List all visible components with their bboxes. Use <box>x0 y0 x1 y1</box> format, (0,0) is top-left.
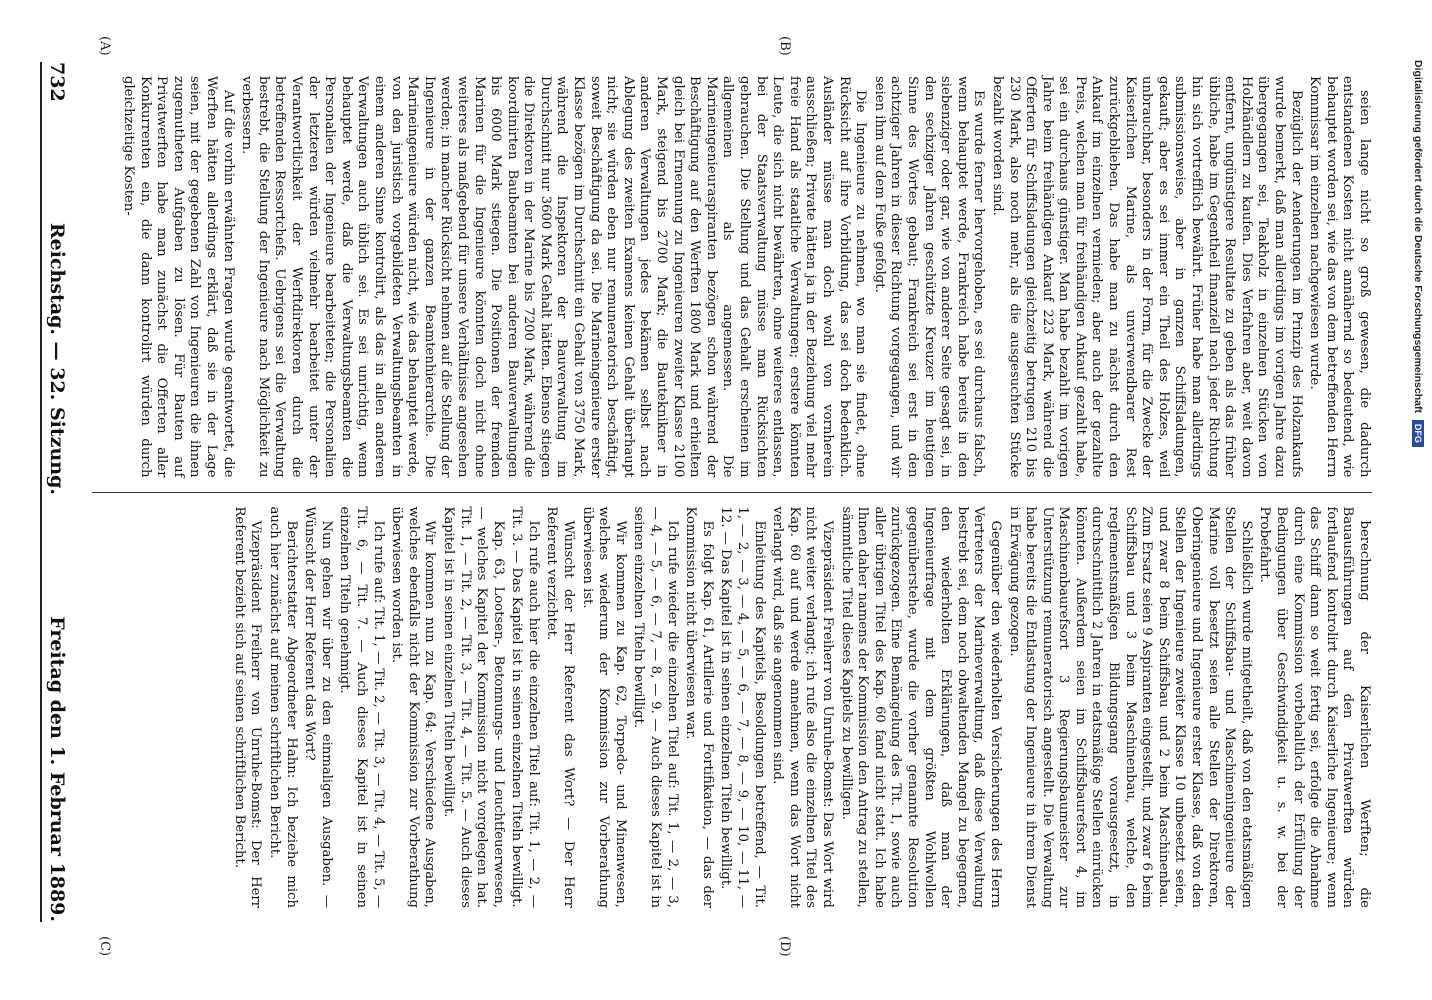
paragraph: Nun gehen wir über zu den einmaligen Ausgaben. — Wünscht der Herr Referent das Wort? <box>302 506 334 908</box>
paragraph: Die Ingenieure zu nehmen, wo man sie findet, ohne Rücksicht auf ihre Vorbildung, das sei doch bedenklich. Ausländer müsse man doch wohl von vornherein ausschließen; Private hätten ja in der Beziehung viel mehr freie Hand als staatliche Verwaltungen; erstere könnten Leute, die sich nicht bewährten, ohne weiteres entlassen, bei der Staatsverwaltung müsse man Rücksichten gebrauchen. Die Stellung und das Gehalt erscheinen im allgemeinen als angemessen. Die Marineingenieuraspiranten bezögen schon während der Beschäftigung auf den Werften 1800 Mark und erhielten gleich bei Ernennung zu Ingenieuren zweiter Klasse 2100 Mark, steigend bis 2700 Mark; die Bauteknikner in anderen Verwaltungen jedes bekämen selbst nach Ablegung des zweiten Examens keinen Gehalt überhaupt nicht; sie würden eben nur remuneratorisch beschäftigt, soweit Beschäftigung da sei. Die Marineingenieure erster Klasse bezögen im Durchschnitt ein Gehalt von 3750 Mark, während die Inspektoren der Bauverwaltung im Durchschnitt nur 3600 Mark Gehalt hätten. Ebenso stiegen die Direktoren in der Marine bis 7200 Mark, während die koordinirten Baubeamten bei anderen Bauverwaltungen bis 6000 Mark stiegen. Die Positionen der fremden Marinen für die Ingenieure könnten doch nicht ohne weiteres als maßgebend für unsere Verhältnisse angesehen werden; in mancher Rücksicht nehmen auf die Stellung der Ingenieure in der ganzen Beamtenhierarchie. Die Marineingenieure würden nicht, wie das behauptet werde, von den juristisch vorgebildeten Verwaltungsbeamten in einem anderen Sinne kontrolirt, als das in allen anderen Verwaltungen auch üblich sei. Es sei unrichtig, wenn behauptet werde, daß die Verwaltungsbeamten die Personalien der Ingenieure bearbeiteten; die Personalien der letzteren würden vielmehr bearbeitet unter der Verantwortlichkeit der Werftdirektoren durch die betreffenden Ressortchefs. Uebrigens sei die Verwaltung bestrebt, die Stellung der Ingenieure nach Möglichkeit zu verbessern. <box>239 76 869 478</box>
text-columns <box>92 62 1372 922</box>
paragraph: Ich rufe wieder die einzelnen Titel auf: Tit. 1, — 2, — 3, — 4, — 5, — 6, — 7, — 8, — 9. — Auch dieses Kapitel ist in seinen einzelnen Titeln bewilligt. <box>631 506 680 908</box>
paragraph: Bezüglich der Aenderungen im Prinzip des Holzankaufs wurde bemerkt, daß man allerdings im vorigen Jahre dazu übergegangen sei, Teakholz in einzelnen Stücken von Holzhändlern zu kaufen. Dies Verfahren aber, weit davon entfernt, ungünstigere Resultate zu geben als das früher übliche, habe im Gegentheil finanziell nach jeder Richtung hin sich vortrefflich bewährt. Früher habe man allerdings submissionsweise, aber in ganzen Schiffsladungen, gekauft; aber es sei immer ein Theil des Holzes, weil unbrauchbar, besonders in der Form, für die Zwecke der Kaiserlichen Marine, als unverwendbarer Rest zurückgeblieben. Das habe man zu nächst durch den Ankauf im einzelnen vermieden; aber auch der gezahlte Preis, welchen man für freihändigen Ankauf gezahlt habe, sei ein durchaus günstiger. Man habe bezahlt im vorigen Jahre beim freihändigen Ankauf 223 Mark, während die Offerten für Schiffsladungen gleichzeitig betrugen 210 bis 230 Mark, also noch mehr, als die ausgesuchten Stücke bezahlt worden sind. <box>989 76 1304 478</box>
paragraph: seien lange nicht so groß gewesen, die dadurch entstandenen Kosten nicht annähernd so bedeutend, wie behauptet worden sei, wie das von dem betreffenden Herrn Kommissar im einzelnen nachgewiesen wurde. <box>1307 76 1372 478</box>
paragraph: Schließlich wurde mitgetheilt, daß von den etatsmäßigen Stellen der Schiffsbau- und Maschineningenieure der Marine voll besetzt seien alle Stellen der Direktoren, Oberingenieure und Ingenieure erster Klasse, daß von den Stellen der Ingenieure zweiter Klasse 10 unbesetzt seien, und zwar 8 beim Schiffsbau und 2 beim Maschinenbau. Zum Ersatz seien 9 Aspiranten eingestellt, und zwar 6 beim Schiffsbau und 3 beim Maschinenbau, welche, den reglementsmäßigen Bildungsgang vorausgesetzt, in durchschnittlich 2 Jahren in etatsmäßige Stellen einrücken könnten. Außerdem seien im Schiffsbaurefsort 4, im Maschinenbaurefsort 3 Regierungsbaumeister zur Unterstützung remuneratorisch angestellt. Die Verwaltung habe bereits die Entlastung der Ingenieure in ihrem Dienst in Erwägung gezogen. <box>1006 506 1254 908</box>
page-number: 732 <box>46 62 68 102</box>
paragraph: Berichterstatter Abgeordneter Hahn: Ich beziehe mich auch hier zunächst auf meinen schriftlichen Bericht. <box>267 506 299 908</box>
paragraph: Kap. 63, Lootsen-, Betonnungs- und Leuchtfeuerwesen, — welches Kapitel der Kommission nicht vorgelegen hat. Tit. 1, — Tit. 2, — Tit. 3, — Tit. 4, — Tit. 5. — Auch dieses Kapitel ist in seinen einzelnen Titeln bewilligt. <box>440 506 506 908</box>
dfg-stamp-text: Digitalisierung gefördert durch die Deutsche Forschungsgemeinschaft <box>1412 60 1424 413</box>
paragraph: Ich rufe auf: Tit. 1, — Tit. 2, — Tit. 3, — Tit. 4, — Tit. 5, — Tit. 6, — Tit. 7. — Auch dieses Kapitel ist in seinen einzelnen Titeln genehmigt. <box>337 506 386 908</box>
margin-mark-d: (D) <box>777 936 792 957</box>
paragraph: Ich rufe auch hier die einzelnen Titel auf: Tit. 1, — 2, — Tit. 3. — Das Kapitel ist in seinen einzelnen Titeln bewilligt. <box>509 506 541 908</box>
paragraph: berechnung der Kaiserlichen Werften; die Bauausführungen auf den Privatwerften würden fortlaufend kontrolirt durch Kaiserliche Ingenieure; wenn das Schiff dann so weit fertig sei, erfolge die Abnahme durch eine Kommission vorbehaltlich der Erfüllung der Bedingungen über Geschwindigkeit u. s. w. bei der Probefahrt. <box>1257 506 1372 908</box>
dfg-logo: DFG <box>1412 420 1424 447</box>
paragraph: Auf die vorhin erwähnten Fragen wurde geantwortet, die Werften hätten allerdings erklärt, daß sie in der Lage seien, mit der gegebenen Zahl von Ingenieuren die ihnen zugemutheten Aufgaben zu lösen. Für Bauten auf Privatwerften habe man zunächst die Offerten aller Konkurrenten ein, die dann kontrolirt würden durch gleichzeitige Kosten- <box>121 76 236 478</box>
paragraph: Wir kommen zu Kap. 62, Torpedo- und Minenwesen, welches wiederum der Kommission zur Vorberathung überwiesen ist. <box>579 506 628 908</box>
margin-mark-b: (B) <box>777 36 792 56</box>
margin-mark-c: (C) <box>97 936 112 957</box>
paragraph: Vizepräsident Freiherr von Unruhe-Bomst: Das Wort wird nicht weiter verlangt; ich rufe also die einzelnen Titel des Kap. 60 auf und werde annehmen, wenn das Wort nicht verlangt wird, daß sie angenommen sind. <box>770 506 835 908</box>
paragraph: Einleitung des Kapitels, Besoldungen betreffend, — Tit. 1, — 2, — 3, — 4, — 5, — 6, — 7, — 8, — 9, — 10, — 11, — 12. — Das Kapitel ist in seinen einzelnen Titeln bewilligt. <box>718 506 767 908</box>
page-header <box>40 62 72 922</box>
session-date: Freitag den 1. Februar 1889. <box>46 616 68 922</box>
margin-mark-a: (A) <box>97 36 112 56</box>
paragraph: Es wurde ferner hervorgehoben, es sei durchaus falsch, wenn behauptet werde, Frankreich habe bereits in den siebenziger oder gar, wie von anderer Seite gesagt sei, in den sechziger Jahren geschützte Kreuzer im heutigen Sinne des Wortes gebaut; Frankreich sei erst in den achtziger Jahren in dieser Richtung vorgegangen, und wir seien ihm auf dem Fuße gefolgt. <box>871 76 987 478</box>
right-column <box>92 492 1372 923</box>
paragraph: Es folgt Kap. 61, Artillerie und Fortifikation, — das der Kommission nicht überwiesen war. <box>683 506 715 908</box>
left-column <box>92 62 1372 492</box>
paragraph: Wir kommen nun zu Kap. 64: Verschiedene Ausgaben, welches ebenfalls nicht der Kommission zur Vorberathung überwiesen worden ist. <box>389 506 438 908</box>
dfg-stamp <box>1412 60 1424 447</box>
session-title: Reichstag. — 32. Sitzung. <box>46 222 68 495</box>
paragraph: Wünscht der Herr Referent das Wort? — Der Herr Referent verzichtet. <box>544 506 577 908</box>
paragraph: Gegenüber den wiederholten Versicherungen des Herrn Vertreters der Marineverwaltung, daß diese Verwaltung bestrebt sei, dem noch obwaltenden Mangel zu begegnen, den wiederholten Erklärungen, daß man der Ingenieurfrage mit dem größten Wohlwollen gegenüberstehe, wurde die vorher genannte Resolution zurückgezogen. Eine Bemängelung des Tit. 1, sowie auch aller übrigen Titel des Kap. 60 fand nicht statt. Ich habe Ihnen daher namens der Kommission den Antrag zu stellen, sämmtliche Titel dieses Kapitels zu bewilligen. <box>838 506 1003 908</box>
paragraph: Vizepräsident Freiherr von Unruhe-Bomst: Der Herr Referent bezieht sich auf seinen schriftlichen Bericht. <box>231 506 264 908</box>
